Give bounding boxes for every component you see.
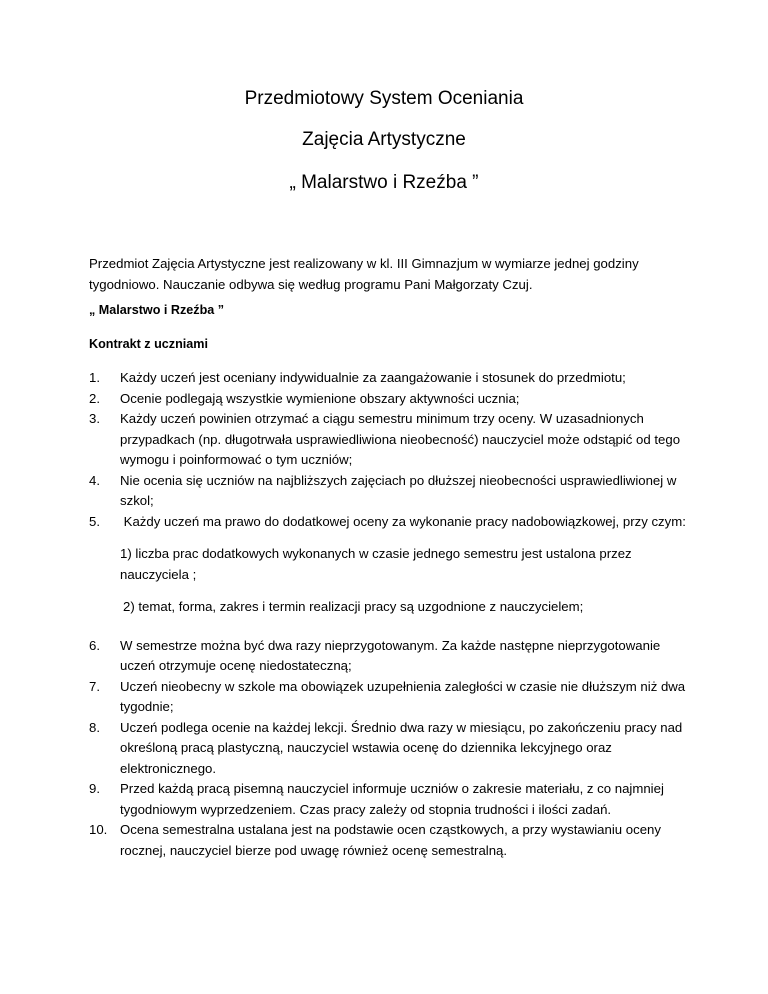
list-number: 5. — [89, 513, 100, 529]
list-number: 1. — [89, 370, 100, 385]
list-number: 9. — [89, 781, 100, 796]
list-number: 4. — [89, 472, 100, 488]
list-item — [89, 820, 689, 861]
list-item — [89, 368, 689, 389]
list-number: 8. — [89, 719, 100, 735]
document-subject: Zajęcia Artystyczne — [302, 129, 466, 150]
list-text: Każdy uczeń powinien otrzymać a ciągu semestru minimum trzy oceny. W uzasadnionych przypadkach (np. długotrwała usprawiedliwiona nieobecność) nauczyciel może odstąpić od tego wymogu i poinformować o tym uczniów; — [120, 411, 681, 467]
list-text: W semestrze można być dwa razy nieprzygotowanym. Za każde następne nieprzygotowanie uczeń otrzymuje ocenę niedostateczną; — [120, 637, 661, 673]
list-text: Każdy uczeń ma prawo do dodatkowej oceny za wykonanie pracy nadobowiązkowej, przy czym: — [120, 513, 686, 529]
list-number: 7. — [89, 678, 100, 694]
list-text: Ocenie podlegają wszystkie wymienione obszary aktywności ucznia; — [120, 390, 520, 406]
sub-item: 1) liczba prac dodatkowych wykonanych w czasie jednego semestru jest ustalona przez nauczyciela ; — [120, 546, 632, 582]
list-number: 2. — [89, 390, 100, 406]
list-item — [89, 677, 689, 718]
section-subtitle: „ Malarstwo i Rzeźba ” — [89, 303, 225, 317]
list-item — [89, 471, 689, 512]
document-course-name: „ Malarstwo i Rzeźba ” — [289, 172, 479, 193]
list-number: 3. — [89, 411, 100, 426]
intro-paragraph: Przedmiot Zajęcia Artystyczne jest realizowany w kl. III Gimnazjum w wymiarze jednej godziny tygodniowo. Nauczanie odbywa się według programu Pani Małgorzaty Czuj. — [89, 256, 639, 292]
list-item — [89, 389, 689, 410]
document-title: Przedmiotowy System Oceniania — [244, 88, 524, 109]
list-item — [89, 718, 689, 780]
list-text: Przed każdą pracą pisemną nauczyciel informuje uczniów o zakresie materiału, z co najmniej tygodniowym wyprzedzeniem. Czas pracy zależy od stopnia trudności i ilości zadań. — [120, 781, 664, 817]
list-text: Ocena semestralna ustalana jest na podstawie ocen cząstkowych, a przy wystawianiu oceny rocznej, nauczyciel bierze pod uwagę również ocenę semestralną. — [120, 822, 661, 858]
contract-heading: Kontrakt z uczniami — [89, 337, 208, 351]
list-item — [89, 512, 689, 618]
list-text: Uczeń podlega ocenie na każdej lekcji. Średnio dwa razy w miesiącu, po zakończeniu pracy nad określoną pracą plastyczną, nauczyciel wstawia ocenę do dziennika lekcyjnego oraz elektronicznego. — [120, 719, 683, 776]
list-number: 10. — [89, 822, 108, 837]
list-text: Nie ocenia się uczniów na najbliższych zajęciach po dłuższej nieobecności usprawiedliwionej w szkol; — [120, 472, 677, 508]
list-text: Uczeń nieobecny w szkole ma obowiązek uzupełnienia zaległości w czasie nie dłuższym niż dwa tygodnie; — [120, 678, 686, 714]
rules-list — [89, 368, 689, 861]
list-text: Każdy uczeń jest oceniany indywidualnie za zaangażowanie i stosunek do przedmiotu; — [120, 370, 626, 385]
list-item — [89, 409, 689, 471]
list-item — [89, 779, 689, 820]
sub-item: 2) temat, forma, zakres i termin realizacji pracy są uzgodnione z nauczycielem; — [123, 599, 584, 614]
list-item — [89, 636, 689, 677]
list-number: 6. — [89, 637, 100, 653]
